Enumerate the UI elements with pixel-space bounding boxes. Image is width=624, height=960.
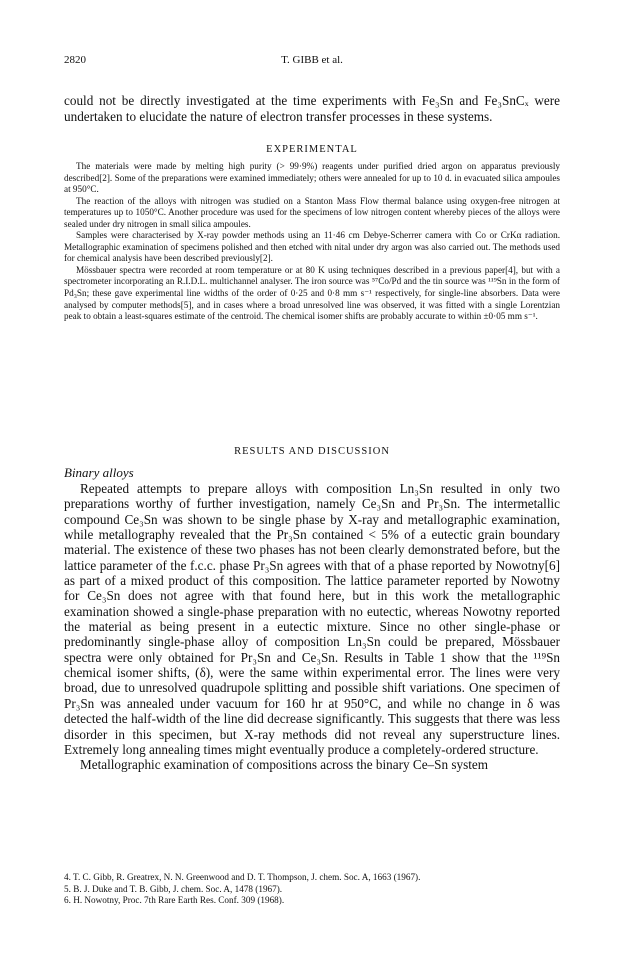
lead-paragraph: could not be directly investigated at the time experiments with Fe₃Sn and Fe₃SnCₓ were undertaken to elucidate the nature of electron transfer processes in these systems. — [64, 93, 560, 124]
reference-item: 6. H. Nowotny, Proc. 7th Rare Earth Res. Conf. 309 (1968). — [64, 895, 285, 906]
experimental-heading: EXPERIMENTAL — [266, 144, 358, 155]
experimental-paragraph: Mössbauer spectra were recorded at room temperature or at 80 K using techniques described in a previous paper[4], but with a spectrometer incorporating an R.I.D.L. multichannel analyser. The iron source was ⁵⁷Co/Pd and the tin source was ¹¹⁹Sn in the form of Pd₃Sn; these gave experimental line widths of the order of 0·25 and 0·8 mm s⁻¹ respectively, for single-line absorbers. Data were analysed by computer methods[5], and in cases where a broad unresolved line was observed, it was fitted with a single Lorentzian peak to obtain a least-squares estimate of the centroid. The chemical isomer shifts are probably accurate to within ±0·05 mm s⁻¹. — [64, 264, 560, 322]
experimental-paragraph: The materials were made by melting high purity (> 99·9%) reagents under purified dried argon on apparatus previously described[2]. Some of the preparations were examined immediately; others were annealed for up to 10 d. in evacuated silica ampoules at 950°C. — [64, 161, 560, 195]
reference-item: 5. B. J. Duke and T. B. Gibb, J. chem. Soc. A, 1478 (1967). — [64, 883, 283, 894]
reference-item: 4. T. C. Gibb, R. Greatrex, N. N. Greenwood and D. T. Thompson, J. chem. Soc. A, 1663 (1967). — [64, 872, 421, 882]
running-head: T. GIBB et al. — [281, 54, 343, 66]
results-section — [64, 481, 560, 773]
results-paragraph: Repeated attempts to prepare alloys with composition Ln₃Sn resulted in only two preparations worthy of further investigation, namely Ce₃Sn and Pr₃Sn. The intermetallic compound Ce₃Sn was shown to be single phase by X-ray and metallographic examination, while metallography revealed that the Pr₃Sn contained < 5% of a eutectic grain boundary material. The existence of these two phases has not been clearly demonstrated before, but the lattice parameter of the f.c.c. phase Pr₃Sn agrees with that of a phase reported by Nowotny[6] as part of a mixed product of this composition. The lattice parameter reported by Nowotny for Ce₃Sn does not agree with that found here, but in this work the metallographic examination showed a single-phase preparation with no eutectic, whereas Nowotny reported the material as being present in a eutectic mixture. Since no other single-phase or predominantly single-phase alloy of composition Ln₃Sn could be prepared, Mössbauer spectra were only obtained for Pr₃Sn and Ce₃Sn. Results in Table 1 show that the ¹¹⁹Sn chemical isomer shifts, (δ), were the same within experimental error. The lines were very broad, due to unresolved quadrupole splitting and possible shift variations. One specimen of Pr₃Sn was annealed under vacuum for 160 hr at 950°C, and while no change in δ was detected the half-width of the line did decrease significantly. This suggests that there was less disorder in this specimen, but X-ray methods did not reveal any superstructure lines. Extremely long annealing times might eventually produce a completely-ordered structure. — [64, 481, 560, 757]
results-paragraph: Metallographic examination of compositions across the binary Ce–Sn system — [80, 757, 489, 773]
experimental-section — [64, 161, 560, 323]
results-heading: RESULTS AND DISCUSSION — [234, 446, 390, 457]
experimental-paragraph: The reaction of the alloys with nitrogen was studied on a Stanton Mass Flow thermal balance using oxygen-free nitrogen at temperatures up to 1050°C. Another procedure was used for the specimens of low nitrogen content whereby pieces of the alloys were sealed under dry nitrogen in small silica ampoules. — [64, 195, 560, 229]
experimental-paragraph: Samples were characterised by X-ray powder methods using an 11·46 cm Debye-Scherrer camera with Co or CrKα radiation. Metallographic examination of specimens polished and then etched with nital under dry argon was also carried out. The methods used for chemical analysis have been described previously[2]. — [64, 230, 560, 264]
references-list — [64, 872, 560, 907]
binary-alloys-subheading: Binary alloys — [64, 465, 134, 480]
page-number: 2820 — [64, 54, 86, 66]
